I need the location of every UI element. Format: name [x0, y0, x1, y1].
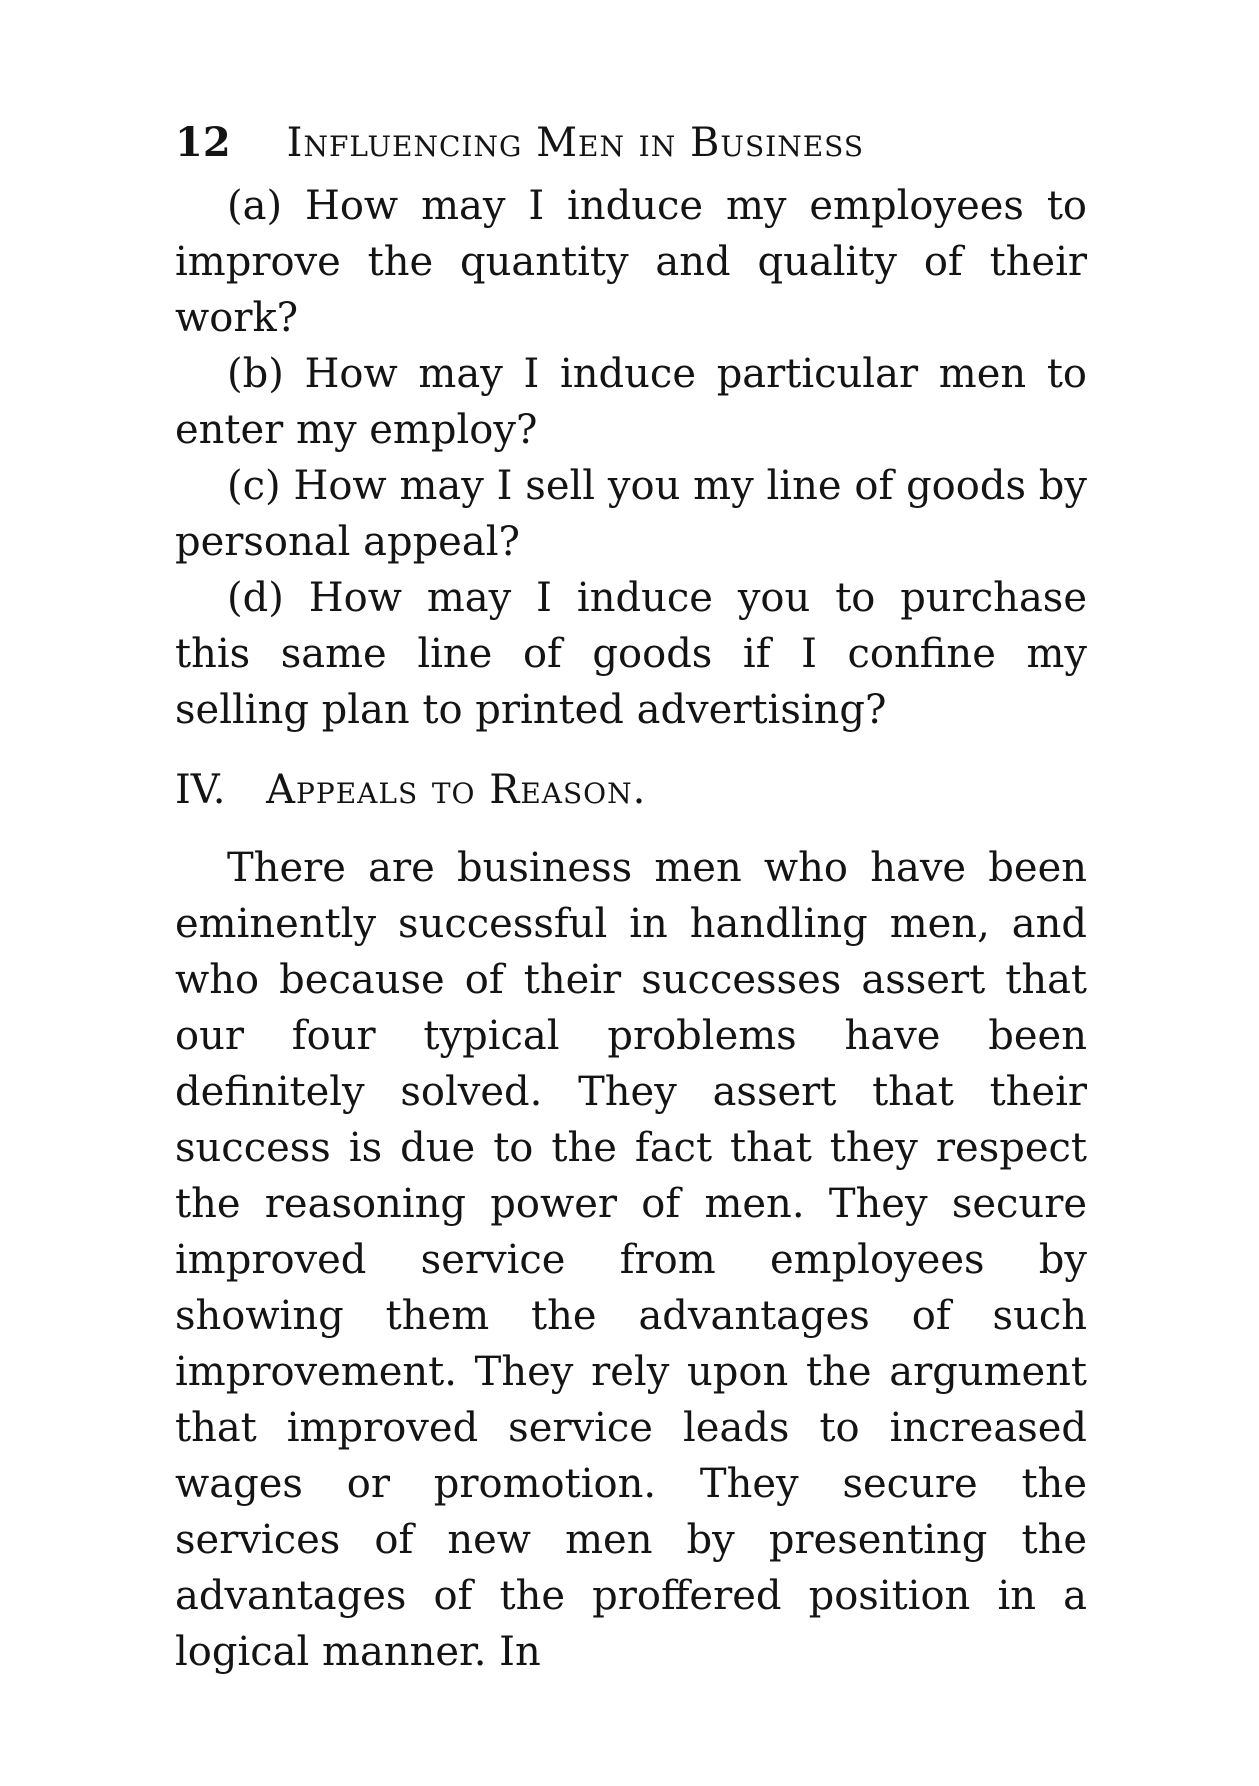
question-d: (d) How may I induce you to purchase this same line of goods if I confine my selling plan to printed advertising? — [175, 575, 1087, 733]
running-head — [175, 118, 1087, 178]
question-a: (a) How may I induce my employees to improve the quantity and quality of their work? — [175, 183, 1087, 341]
question-b: (b) How may I induce particular men to enter my employ? — [175, 351, 1087, 453]
running-title: Influencing Men in Business — [286, 120, 864, 166]
page-number: 12 — [175, 119, 231, 166]
question-c: (c) How may I sell you my line of goods by personal appeal? — [175, 463, 1087, 565]
body-paragraph: There are business men who have been eminently successful in handling men, and who because of their successes assert that our four typical problems have been definitely solved. They assert that their success is due to the fact that they respect the reasoning power of men. They secure improved service from employees by showing them the advantages of such improvement. They rely upon the argument that improved service leads to increased wages or promotion. They secure the services of new men by presenting the advantages of the proffered position in a logical manner. In — [175, 845, 1087, 1675]
section-title: Appeals to Reason. — [266, 767, 647, 813]
section-heading — [175, 762, 1087, 818]
section-number: IV. — [175, 767, 226, 813]
book-page — [175, 118, 1087, 1680]
